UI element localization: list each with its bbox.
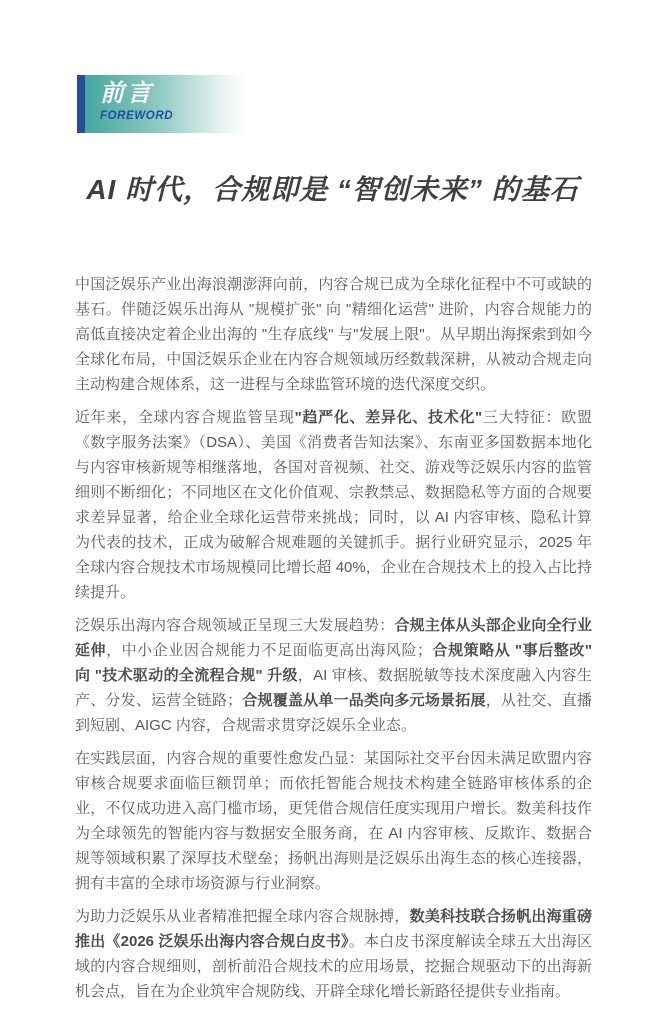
paragraph-run: ，AI 审核、数据脱敏等技术深度融入内容生产、分发、运营全链路； — [75, 667, 592, 709]
badge-accent-bar — [77, 75, 85, 133]
paragraph — [75, 613, 592, 738]
paragraph-run: 三大特征：欧盟《数字服务法案》（DSA）、美国《消费者告知法案》、东南亚多国数据本地化与内容审核新规等相继落地，各国对音视频、社交、游戏等泛娱乐内容的监管细则不断细化；不同地区在文化价值观、宗教禁忌、数据隐私等方面的合规要求差异显著，给企业全球化运营带来挑战；同时，以 AI 内容审核、隐私计算为代表的技术，正成为破解合规难题的关键抓手。据行业研究显示，2025 年全球内容合规技术市场规模同比增长超 40%，企业在合规技术上的投入占比持续提升。 — [75, 409, 592, 601]
paragraph-run: 近年来，全球内容合规监管呈现 — [75, 409, 295, 426]
paragraph-run: ，从社交、直播到短剧、AIGC 内容，合规需求贯穿泛娱乐全业态。 — [75, 692, 592, 734]
paragraph — [75, 904, 592, 1004]
paragraph-run: 为助力泛娱乐从业者精准把握全球内容合规脉搏， — [75, 908, 410, 925]
badge-title: 前言 — [100, 80, 154, 107]
foreword-paragraphs — [75, 272, 592, 1012]
paragraph — [75, 272, 592, 397]
paragraph-run: ，中小企业因合规能力不足面临更高出海风险； — [106, 642, 433, 659]
paragraph-bold-run: "趋严化、差异化、技术化" — [294, 409, 483, 426]
paragraph-run: 。本白皮书深度解读全球五大出海区域的内容合规细则，剖析前沿合规技术的应用场景，挖掘合规驱动下的出海新机会点，旨在为企业筑牢合规防线、开辟全球化增长新路径提供专业指南。 — [75, 933, 592, 1000]
paragraph-run: 中国泛娱乐产业出海浪潮澎湃向前，内容合规已成为全球化征程中不可或缺的基石。伴随泛娱乐出海从 "规模扩张" 向 "精细化运营" 进阶，内容合规能力的高低直接决定着企业出海的 "生存底线" 与"发展上限"。从早期出海探索到如今全球化布局，中国泛娱乐企业在内容合规领域历经数载深耕，从被动合规走向主动构建合规体系，这一进程与全球监管环境的迭代深度交织。 — [75, 276, 592, 393]
paragraph-bold-run: 合规主体从头部企业向全行业延伸 — [75, 617, 592, 659]
paragraph-bold-run: 合规策略从 "事后整改" 向 "技术驱动的全流程合规" 升级 — [75, 642, 592, 684]
paragraph — [75, 746, 592, 896]
foreword-badge — [77, 75, 247, 133]
paragraph-bold-run: 数美科技联合扬帆出海重磅推出《2026 泛娱乐出海内容合规白皮书》 — [75, 908, 592, 950]
paragraph — [75, 405, 592, 605]
paragraph-run: 泛娱乐出海内容合规领域正呈现三大发展趋势： — [75, 617, 395, 634]
badge-subtitle: FOREWORD — [100, 109, 174, 122]
paragraph-run: 在实践层面，内容合规的重要性愈发凸显：某国际社交平台因未满足欧盟内容审核合规要求面临巨额罚单；而依托智能合规技术构建全链路审核体系的企业，不仅成功进入高门槛市场，更凭借合规信任度实现用户增长。数美科技作为全球领先的智能内容与数据安全服务商，在 AI 内容审核、反欺诈、数据合规等领域积累了深厚技术壁垒；扬帆出海则是泛娱乐出海生态的核心连接器，拥有丰富的全球市场资源与行业洞察。 — [75, 750, 592, 892]
badge-gradient-panel — [85, 75, 247, 133]
page-title: AI 时代，合规即是 “智创未来” 的基石 — [86, 174, 579, 205]
paragraph-bold-run: 合规覆盖从单一品类向多元场景拓展 — [242, 692, 486, 709]
